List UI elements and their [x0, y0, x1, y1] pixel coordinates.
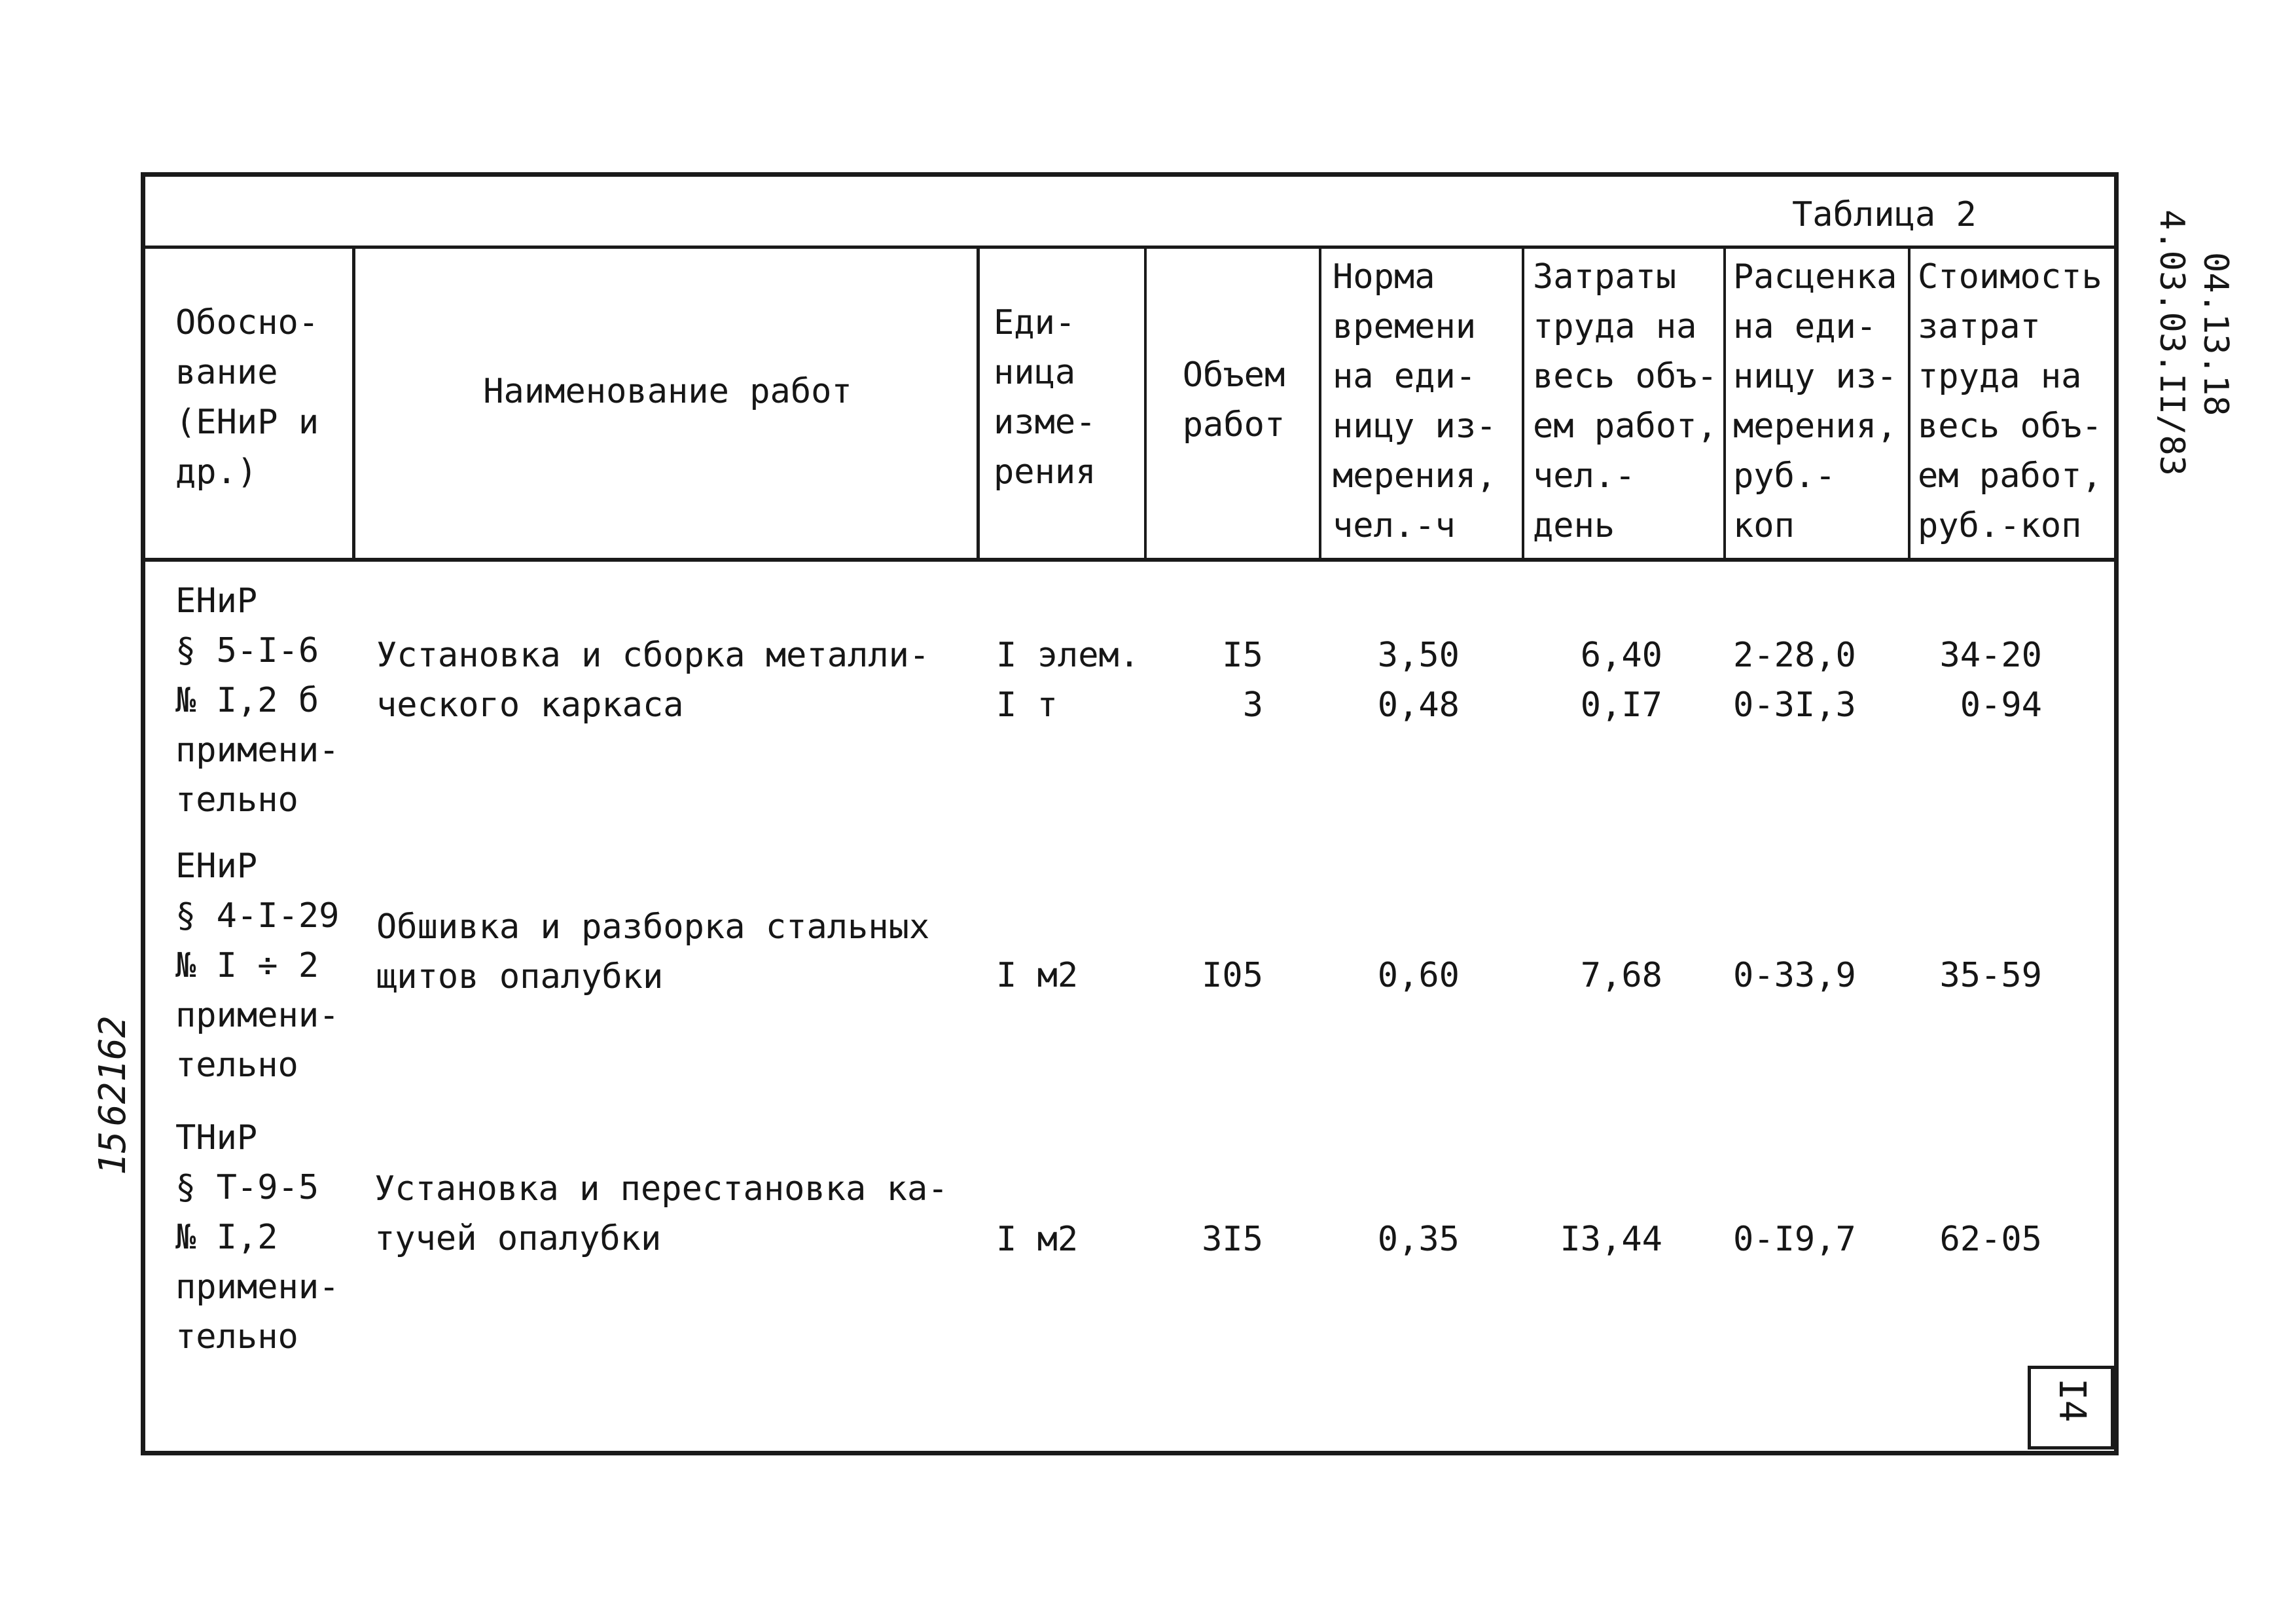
table-row-2-unit: I м2 [996, 956, 1079, 995]
table-caption: Таблица 2 [1792, 195, 1977, 234]
caption-divider [141, 246, 2119, 249]
header-labor: Затраты труда на весь объ- ем работ, чел.- день [1533, 257, 1717, 545]
table-row-3-volume: 3I5 [1202, 1220, 1263, 1259]
header-rate: Расценка на еди- ницу из- мерения, руб.- коп [1733, 257, 1897, 545]
margin-page: 15 [92, 1131, 134, 1175]
table-row-1-name: Установка и сборка металли- ческого каркаса [376, 636, 930, 725]
table-row-2-labor: 7,68 [1580, 956, 1662, 995]
header-work-name: Наименование работ [483, 372, 852, 411]
column-divider [352, 246, 355, 560]
table-row-3-name: Установка и перестановка ка- тучей опалубки [374, 1169, 948, 1258]
header-basis: Обосно- вание (ЕНиР и др.) [175, 303, 319, 492]
table-row-2-volume: I05 [1202, 956, 1263, 995]
header-divider [141, 558, 2119, 562]
table-row-1-volume: I5 3 [1222, 636, 1263, 725]
table-row-3-labor: I3,44 [1560, 1220, 1662, 1259]
table-row-1-rate: 2-28,0 0-3I,3 [1733, 636, 1856, 725]
table-row-1-unit: I элем. I т [996, 636, 1140, 725]
table-row-2-name: Обшивка и разборка стальных щитов опалубки [376, 907, 930, 996]
header-unit: Еди- ница изме- рения [994, 303, 1096, 492]
column-divider [1522, 246, 1524, 560]
table-row-2-basis: ЕНиР § 4-I-29 № I ÷ 2 примени- тельно [175, 847, 340, 1085]
table-row-1-labor: 6,40 0,I7 [1580, 636, 1662, 725]
document-code-2: 4.03.03.II/83 [2152, 210, 2191, 476]
column-divider [977, 246, 980, 560]
table-row-3-basis: ТНиР § Т-9-5 № I,2 примени- тельно [175, 1118, 340, 1357]
table-row-3-unit: I м2 [996, 1220, 1079, 1259]
table-row-1-cost: 34-20 0-94 [1939, 636, 2042, 725]
table-row-1-basis: ЕНиР § 5-I-6 № I,2 б примени- тельно [175, 581, 340, 820]
table-row-3-norm: 0,35 [1377, 1220, 1460, 1259]
table-row-2-rate: 0-33,9 [1733, 956, 1856, 995]
header-cost: Стоимость затрат труда на весь объ- ем работ, руб.-коп [1918, 257, 2102, 545]
table-row-2-cost: 35-59 [1939, 956, 2042, 995]
header-volume: Объем работ [1182, 356, 1285, 445]
table-row-3-rate: 0-I9,7 [1733, 1220, 1856, 1259]
column-divider [1723, 246, 1726, 560]
column-divider [1319, 246, 1321, 560]
header-time-norm: Норма времени на еди- ницу из- мерения, чел.-ч [1333, 257, 1497, 545]
table-row-1-norm: 3,50 0,48 [1377, 636, 1460, 725]
table-row-2-norm: 0,60 [1377, 956, 1460, 995]
margin-number: 62162 [92, 1015, 134, 1126]
document-code-1: 04.13.18 [2196, 252, 2235, 416]
column-divider [1144, 246, 1147, 560]
page-number: I4 [2051, 1378, 2093, 1423]
table-row-3-cost: 62-05 [1939, 1220, 2042, 1259]
